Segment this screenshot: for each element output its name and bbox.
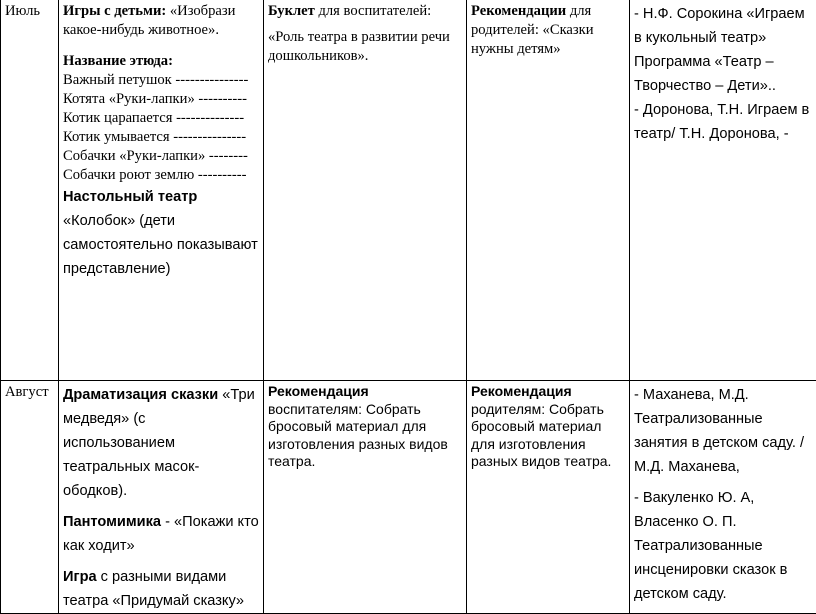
literature-item: - Вакуленко Ю. А, Власенко О. П. Театрализованные инсценировки сказок в детском саду. <box>634 486 812 606</box>
literature-cell <box>630 381 816 614</box>
literature-cell <box>630 0 816 381</box>
parents-cell <box>467 381 630 614</box>
month-label: Август <box>5 384 49 400</box>
dramatization-heading: Драматизация сказки <box>63 387 218 403</box>
games-text: «Изобрази какое-нибудь животное». <box>63 3 235 38</box>
recommendations-label: Рекомендации <box>471 3 566 19</box>
recommendation-label: Рекомендация <box>268 383 462 401</box>
game-text: с разными видами театра «Придумай сказку» <box>63 569 244 609</box>
educators-cell <box>264 381 467 614</box>
etude-item: Собачки «Руки-лапки» -------- <box>63 147 259 166</box>
recommendation-label: Рекомендация <box>471 383 625 401</box>
children-activities-cell <box>59 381 264 614</box>
recommendations-text: для родителей: «Сказки нужны детям» <box>471 3 594 57</box>
month-cell <box>1 381 59 614</box>
literature-item: - Маханева, М.Д. Театрализованные занятия в детском саду. / М.Д. Маханева, <box>634 383 812 479</box>
booklet-topic: «Роль театра в развитии речи дошкольников». <box>268 28 462 66</box>
pantomime-text: - «Покажи кто как ходит» <box>63 514 259 554</box>
etude-item: Котик царапается -------------- <box>63 109 259 128</box>
month-label: Июль <box>5 3 40 19</box>
game-heading: Игра <box>63 569 97 585</box>
booklet-audience: для воспитателей: <box>315 3 431 19</box>
table-row-august <box>1 381 816 614</box>
recommendation-text: родителям: Собрать бросовый материал для изготовления разных видов театра. <box>471 401 625 471</box>
etude-heading: Название этюда: <box>63 52 259 71</box>
month-cell <box>1 0 59 381</box>
dramatization-text: «Три медведя» (с использованием театральных масок-ободков). <box>63 387 255 499</box>
table-row-july <box>1 0 816 381</box>
booklet-label: Буклет <box>268 3 315 19</box>
educators-cell <box>264 0 467 381</box>
recommendation-text: воспитателям: Собрать бросовый материал для изготовления разных видов театра. <box>268 401 462 471</box>
etude-item: Важный петушок --------------- <box>63 71 259 90</box>
table-theatre-heading: Настольный театр <box>63 189 197 205</box>
pantomime-heading: Пантомимика <box>63 514 161 530</box>
literature-item: - Доронова, Т.Н. Играем в театр/ Т.Н. Доронова, - <box>634 98 812 146</box>
etude-item: Котята «Руки-лапки» ---------- <box>63 90 259 109</box>
children-activities-cell <box>59 0 264 381</box>
etude-item: Собачки роют землю ---------- <box>63 166 259 185</box>
games-heading: Игры с детьми: <box>63 3 166 19</box>
literature-item: - Н.Ф. Сорокина «Играем в кукольный театр» Программа «Театр –Творчество – Дети».. <box>634 2 812 98</box>
parents-cell <box>467 0 630 381</box>
etude-item: Котик умывается --------------- <box>63 128 259 147</box>
table-theatre-text: «Колобок» (дети самостоятельно показывают представление) <box>63 209 259 281</box>
